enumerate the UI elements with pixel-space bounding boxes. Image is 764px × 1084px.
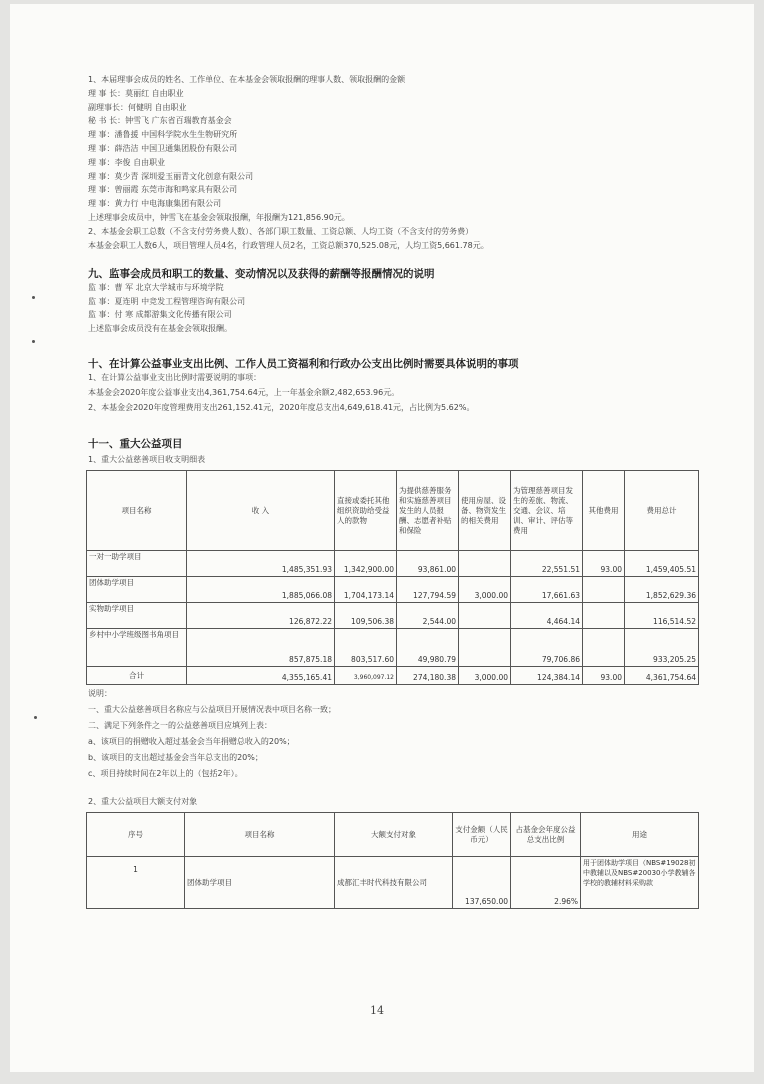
text-line: 副理事长：何健明 自由职业 [88,102,187,112]
table1-header-row [87,471,699,551]
scan-mark [32,340,35,343]
table1-cell-staff: 127,794.59 [397,577,459,603]
table1-header-other: 其他费用 [583,471,625,551]
table2-cell-amount: 137,650.00 [453,857,511,909]
table1-header-property: 使用房屋、设备、物资发生的相关费用 [459,471,511,551]
table2-header-usage: 用途 [581,813,699,857]
table1-cell-manage: 79,706.86 [511,629,583,667]
table1-cell-staff: 93,861.00 [397,551,459,577]
text-line: 理 事：潘鲁援 中国科学院水生生物研究所 [88,130,238,140]
project-income-expense-table [86,470,699,685]
table1-cell-other [583,577,625,603]
text-line: 说明： [88,689,112,698]
text-line: 2、本基金会2020年度管理费用支出261,152.41元，2020年度总支出4,649,618.41元，占比例为5.62%。 [88,403,475,412]
text-line: 1、本届理事会成员的姓名、工作单位、在本基金会领取报酬的理事人数、领取报酬的金额 [88,75,406,84]
text-line: 上述监事会成员没有在基金会领取报酬。 [88,323,232,333]
text-line: 秘 书 长：钟雪飞 广东省百瑞教育基金会 [88,116,232,126]
table1-header-staff: 为提供慈善服务和实施慈善项目发生的人员报酬、志愿者补贴和保险 [397,471,459,551]
text-line: 理 事：黄力行 中电海康集团有限公司 [88,199,222,209]
table1-cell-income: 1,485,351.93 [187,551,335,577]
text-line: 理 事：薛浩洁 中国卫通集团股份有限公司 [88,144,238,153]
text-line: 理 事：李俊 自由职业 [88,157,166,167]
table1-cell-direct: 1,704,173.14 [335,577,397,603]
text-line: 理 事：曾丽霞 东莞市海和鸣家具有限公司 [88,185,238,195]
table1-cell-income: 1,885,066.08 [187,577,335,603]
text-line: b、该项目的支出超过基金会当年总支出的20%； [88,753,263,762]
table1-cell-direct: 803,517.60 [335,629,397,667]
table1-cell-property [459,629,511,667]
table2-header-seq: 序号 [87,813,185,857]
table1-total-property: 3,000.00 [459,667,511,685]
table1-row [87,629,699,667]
table1-cell-property [459,551,511,577]
table2-header-payee: 大额支付对象 [335,813,453,857]
text-line: 上述理事会成员中，钟雪飞在基金会领取报酬，年报酬为121,856.90元。 [88,213,350,222]
text-line: 监 事：夏连明 中竞发工程管理咨询有限公司 [88,296,246,306]
table2-cell-seq: 1 [87,857,185,909]
section11-heading: 十一、重大公益项目 [88,438,183,450]
text-line: 监 事：付 寒 成都游集文化传播有限公司 [88,310,232,319]
text-line: c、项目持续时间在2年以上的（包括2年）。 [88,769,243,778]
table1-cell-direct: 1,342,900.00 [335,551,397,577]
scan-mark [34,716,37,719]
table2-header-name: 项目名称 [185,813,335,857]
table1-row [87,551,699,577]
table1-cell-staff: 2,544.00 [397,603,459,629]
text-line: 本基金会职工人数6人，项目管理人员4名，行政管理人员2名，工资总额370,525.08元，人均工资5,661.78元。 [88,240,489,250]
table1-total-staff: 274,180.38 [397,667,459,685]
table2-row [87,857,699,909]
table1-cell-manage: 4,464.14 [511,603,583,629]
text-line: 理 事 长：莫丽红 自由职业 [88,88,184,98]
table1-title: 1、重大公益慈善项目收支明细表 [88,455,206,464]
table1-cell-other [583,629,625,667]
table2-header-row [87,813,699,857]
table1-header-direct: 直接或委托其他组织资助给受益人的款物 [335,471,397,551]
table2-header-amount: 支付金额（人民币元） [453,813,511,857]
text-line: 2、本基金会职工总数（不含支付劳务费人数）、各部门职工数量、工资总额、人均工资（不含支付的劳务费） [88,226,474,236]
page-number: 14 [370,1004,384,1017]
document-page [10,4,754,1072]
table1-cell-income: 126,872.22 [187,603,335,629]
table1-total-other: 93.00 [583,667,625,685]
text-line: a、该项目的捐赠收入超过基金会当年捐赠总收入的20%； [88,737,295,746]
table1-row [87,603,699,629]
text-line: 监 事：曹 军 北京大学城市与环境学院 [88,283,224,292]
table1-cell-manage: 22,551.51 [511,551,583,577]
table1-header-income: 收 入 [187,471,335,551]
table1-header-total: 费用总计 [625,471,699,551]
table1-cell-other: 93.00 [583,551,625,577]
table1-cell-property: 3,000.00 [459,577,511,603]
text-line: 理 事：莫少青 深圳爱玉丽青文化创意有限公司 [88,171,254,181]
section10-heading: 十、在计算公益事业支出比例、工作人员工资福利和行政办公支出比例时需要具体说明的事项 [88,358,519,370]
table1-row [87,577,699,603]
text-line: 1、在计算公益事业支出比例时需要说明的事项： [88,373,262,382]
table2-title: 2、重大公益项目大额支付对象 [88,797,198,806]
table1-cell-total: 116,514.52 [625,603,699,629]
table2-cell-usage: 用于团体助学项目（NBS#19028初中教辅以及NBS#20030小学教辅各学校的教辅材料采购款 [581,857,699,909]
table1-total-direct: 3,960,097.12 [335,667,397,685]
table1-cell-name: 一对一助学项目 [87,551,187,577]
table1-total-row [87,667,699,685]
table2-cell-ratio: 2.96% [511,857,581,909]
table1-total-manage: 124,384.14 [511,667,583,685]
table1-total-total: 4,361,754.64 [625,667,699,685]
table1-total-income: 4,355,165.41 [187,667,335,685]
table1-cell-income: 857,875.18 [187,629,335,667]
table2-header-ratio: 占基金会年度公益总支出比例 [511,813,581,857]
table1-cell-name: 乡村中小学班级图书角项目 [87,629,187,667]
table1-cell-name: 团体助学项目 [87,577,187,603]
table1-cell-other [583,603,625,629]
table1-header-manage: 为管理慈善项目发生的差旅、物流、交通、会议、培训、审计、评估等费用 [511,471,583,551]
table1-cell-name: 实物助学项目 [87,603,187,629]
table1-cell-manage: 17,661.63 [511,577,583,603]
scan-mark [32,296,35,299]
table1-cell-total: 933,205.25 [625,629,699,667]
section9-heading: 九、监事会成员和职工的数量、变动情况以及获得的薪酬等报酬情况的说明 [88,268,435,280]
table1-header-name: 项目名称 [87,471,187,551]
table1-cell-staff: 49,980.79 [397,629,459,667]
text-line: 二、满足下列条件之一的公益慈善项目应填列上表： [88,721,272,730]
text-line: 一、重大公益慈善项目名称应与公益项目开展情况表中项目名称一致； [88,705,336,714]
table1-cell-total: 1,459,405.51 [625,551,699,577]
table1-cell-total: 1,852,629.36 [625,577,699,603]
table2-cell-payee: 成都汇丰时代科技有限公司 [335,857,453,909]
large-payment-table [86,812,699,909]
table1-cell-property [459,603,511,629]
table1-total-label: 合计 [87,667,187,685]
table2-cell-name: 团体助学项目 [185,857,335,909]
text-line: 本基金会2020年度公益事业支出4,361,754.64元，上一年基金余额2,482,653.96元。 [88,388,400,397]
table1-cell-direct: 109,506.38 [335,603,397,629]
